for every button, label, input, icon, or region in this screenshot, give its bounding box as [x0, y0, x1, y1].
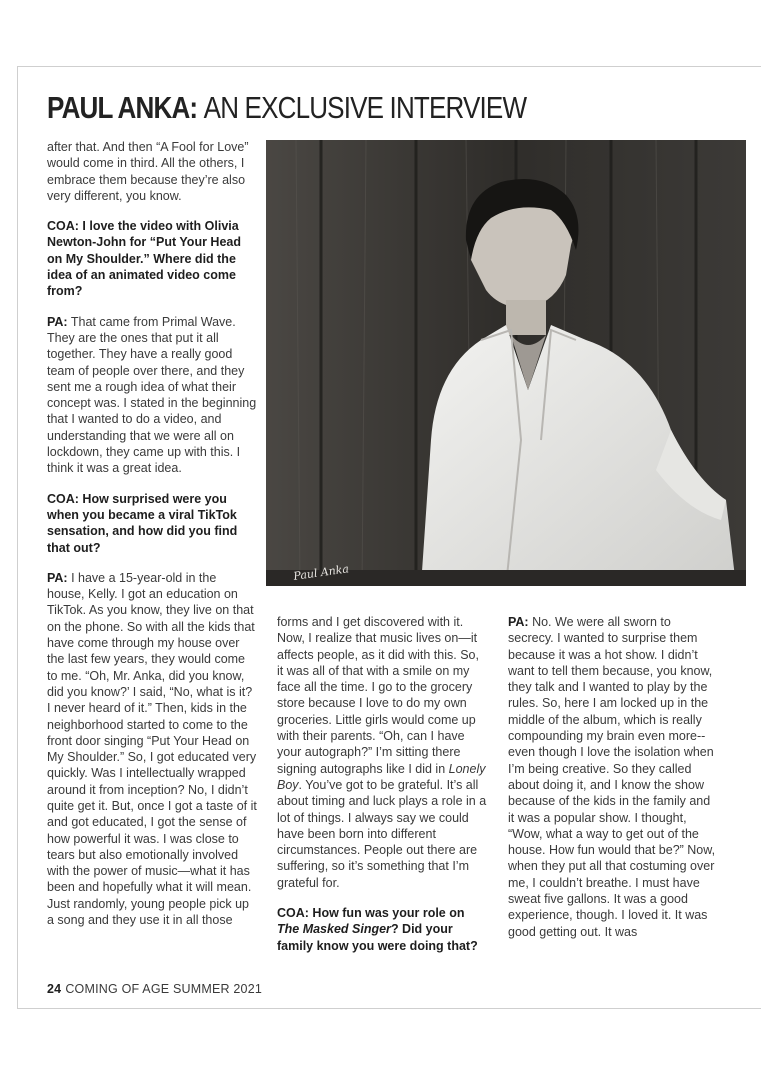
headline-name: PAUL ANKA:	[47, 90, 198, 125]
question	[277, 905, 487, 954]
paragraph-text: forms and I get discovered with it. Now, I realize that music lives on—it affects people, as it did with this. So, it was all of that with a smile on my face all the time. I go to the grocery store because I love to do my own groceries. Little girls would come up with their parents. “Oh, can I have your autograph?” I’m sitting there signing autographs like I did in	[277, 615, 479, 776]
paragraph-text: . You’ve got to be grateful. It’s all about timing and luck plays a role in a lot of things. I always say we could have been born into different circumstances. People out there are suffering, so it’s something that I’m grateful for.	[277, 777, 487, 890]
speaker-label: PA:	[47, 570, 68, 585]
speaker-label: PA:	[47, 314, 68, 329]
article-column-3	[508, 614, 718, 954]
question: COA: I love the video with Olivia Newton-John for “Put Your Head on My Shoulder.” Where did the idea of an animated video come from?	[47, 219, 241, 299]
question: COA: How surprised were you when you became a viral TikTok sensation, and how did you find that out?	[47, 491, 238, 555]
answer-text: I have a 15-year-old in the house, Kelly. I got an education on TikTok. As you know, they live on that on the phone. So with all the kids that have come through my house over the last few years, they would come to me. “Oh, Mr. Anka, did you know, did you know?’ I said, “No, what is it? I never heard of it.” Then, kids in the neighborhood started to come to the front door singing “Put Your Head on My Shoulder.” So, I got educated very quickly. Was I intellectually wrapped around it from inception? No, I didn’t quite get it. But, once I got a taste of it and got educated, I got the sense of how powerful it was. I was close to tears but also emotionally involved with the power of music—what it has been and hopefully what it will mean. Just randomly, young people pick up a song and they use it in all those	[47, 570, 257, 928]
answer	[508, 614, 718, 940]
paragraph	[277, 614, 487, 891]
answer-text: That came from Primal Wave. They are the ones that put it all together. They have a really good team of people over there, and they sent me a rough idea of what their concept was. I stated in the beginning that I wanted to do a video, and understanding that we were all on lockdown, they came up with this. I think it was a great idea.	[47, 314, 257, 476]
publication-name: COMING OF AGE SUMMER 2021	[65, 982, 263, 996]
answer	[47, 570, 257, 929]
article-column-2	[277, 614, 487, 968]
page-footer	[47, 982, 262, 996]
album-title: Lonely Boy	[277, 761, 486, 792]
answer-text: No. We were all sworn to secrecy. I wanted to surprise them because it was a hot show. I didn’t want to tell them because, you know, they talk and I wanted to play by the rules. So, here I am locked up in the middle of the album, which is really compounding my brain even more--even though I love the isolation when I’m being creative. So they called about doing it, and I know the show because of the kids in the family and it was a popular show. I thought, “Wow, what a way to get out of the house. How fun would that be?” Now, when they put all that costuming over me, I couldn’t breathe. I must have sweat five gallons. It was a good experience, though. I loved it. It was good getting out. It was	[508, 615, 716, 939]
headline	[47, 90, 526, 126]
article-column-1	[47, 139, 257, 942]
speaker-label: PA:	[508, 615, 529, 629]
headline-subtitle: AN EXCLUSIVE INTERVIEW	[203, 90, 527, 125]
paragraph: after that. And then “A Fool for Love” would come in third. All the others, I embrace them because they’re also very different, you know.	[47, 140, 249, 203]
question-text: COA: How fun was your role on	[277, 906, 465, 921]
answer	[47, 314, 257, 477]
paul-anka-photo	[266, 140, 746, 586]
page-number: 24	[47, 982, 62, 996]
photo-signature: Paul Anka	[292, 562, 350, 583]
show-title: The Masked Singer	[277, 922, 391, 937]
question-text: ? Did your family know you were doing that?	[277, 922, 478, 953]
